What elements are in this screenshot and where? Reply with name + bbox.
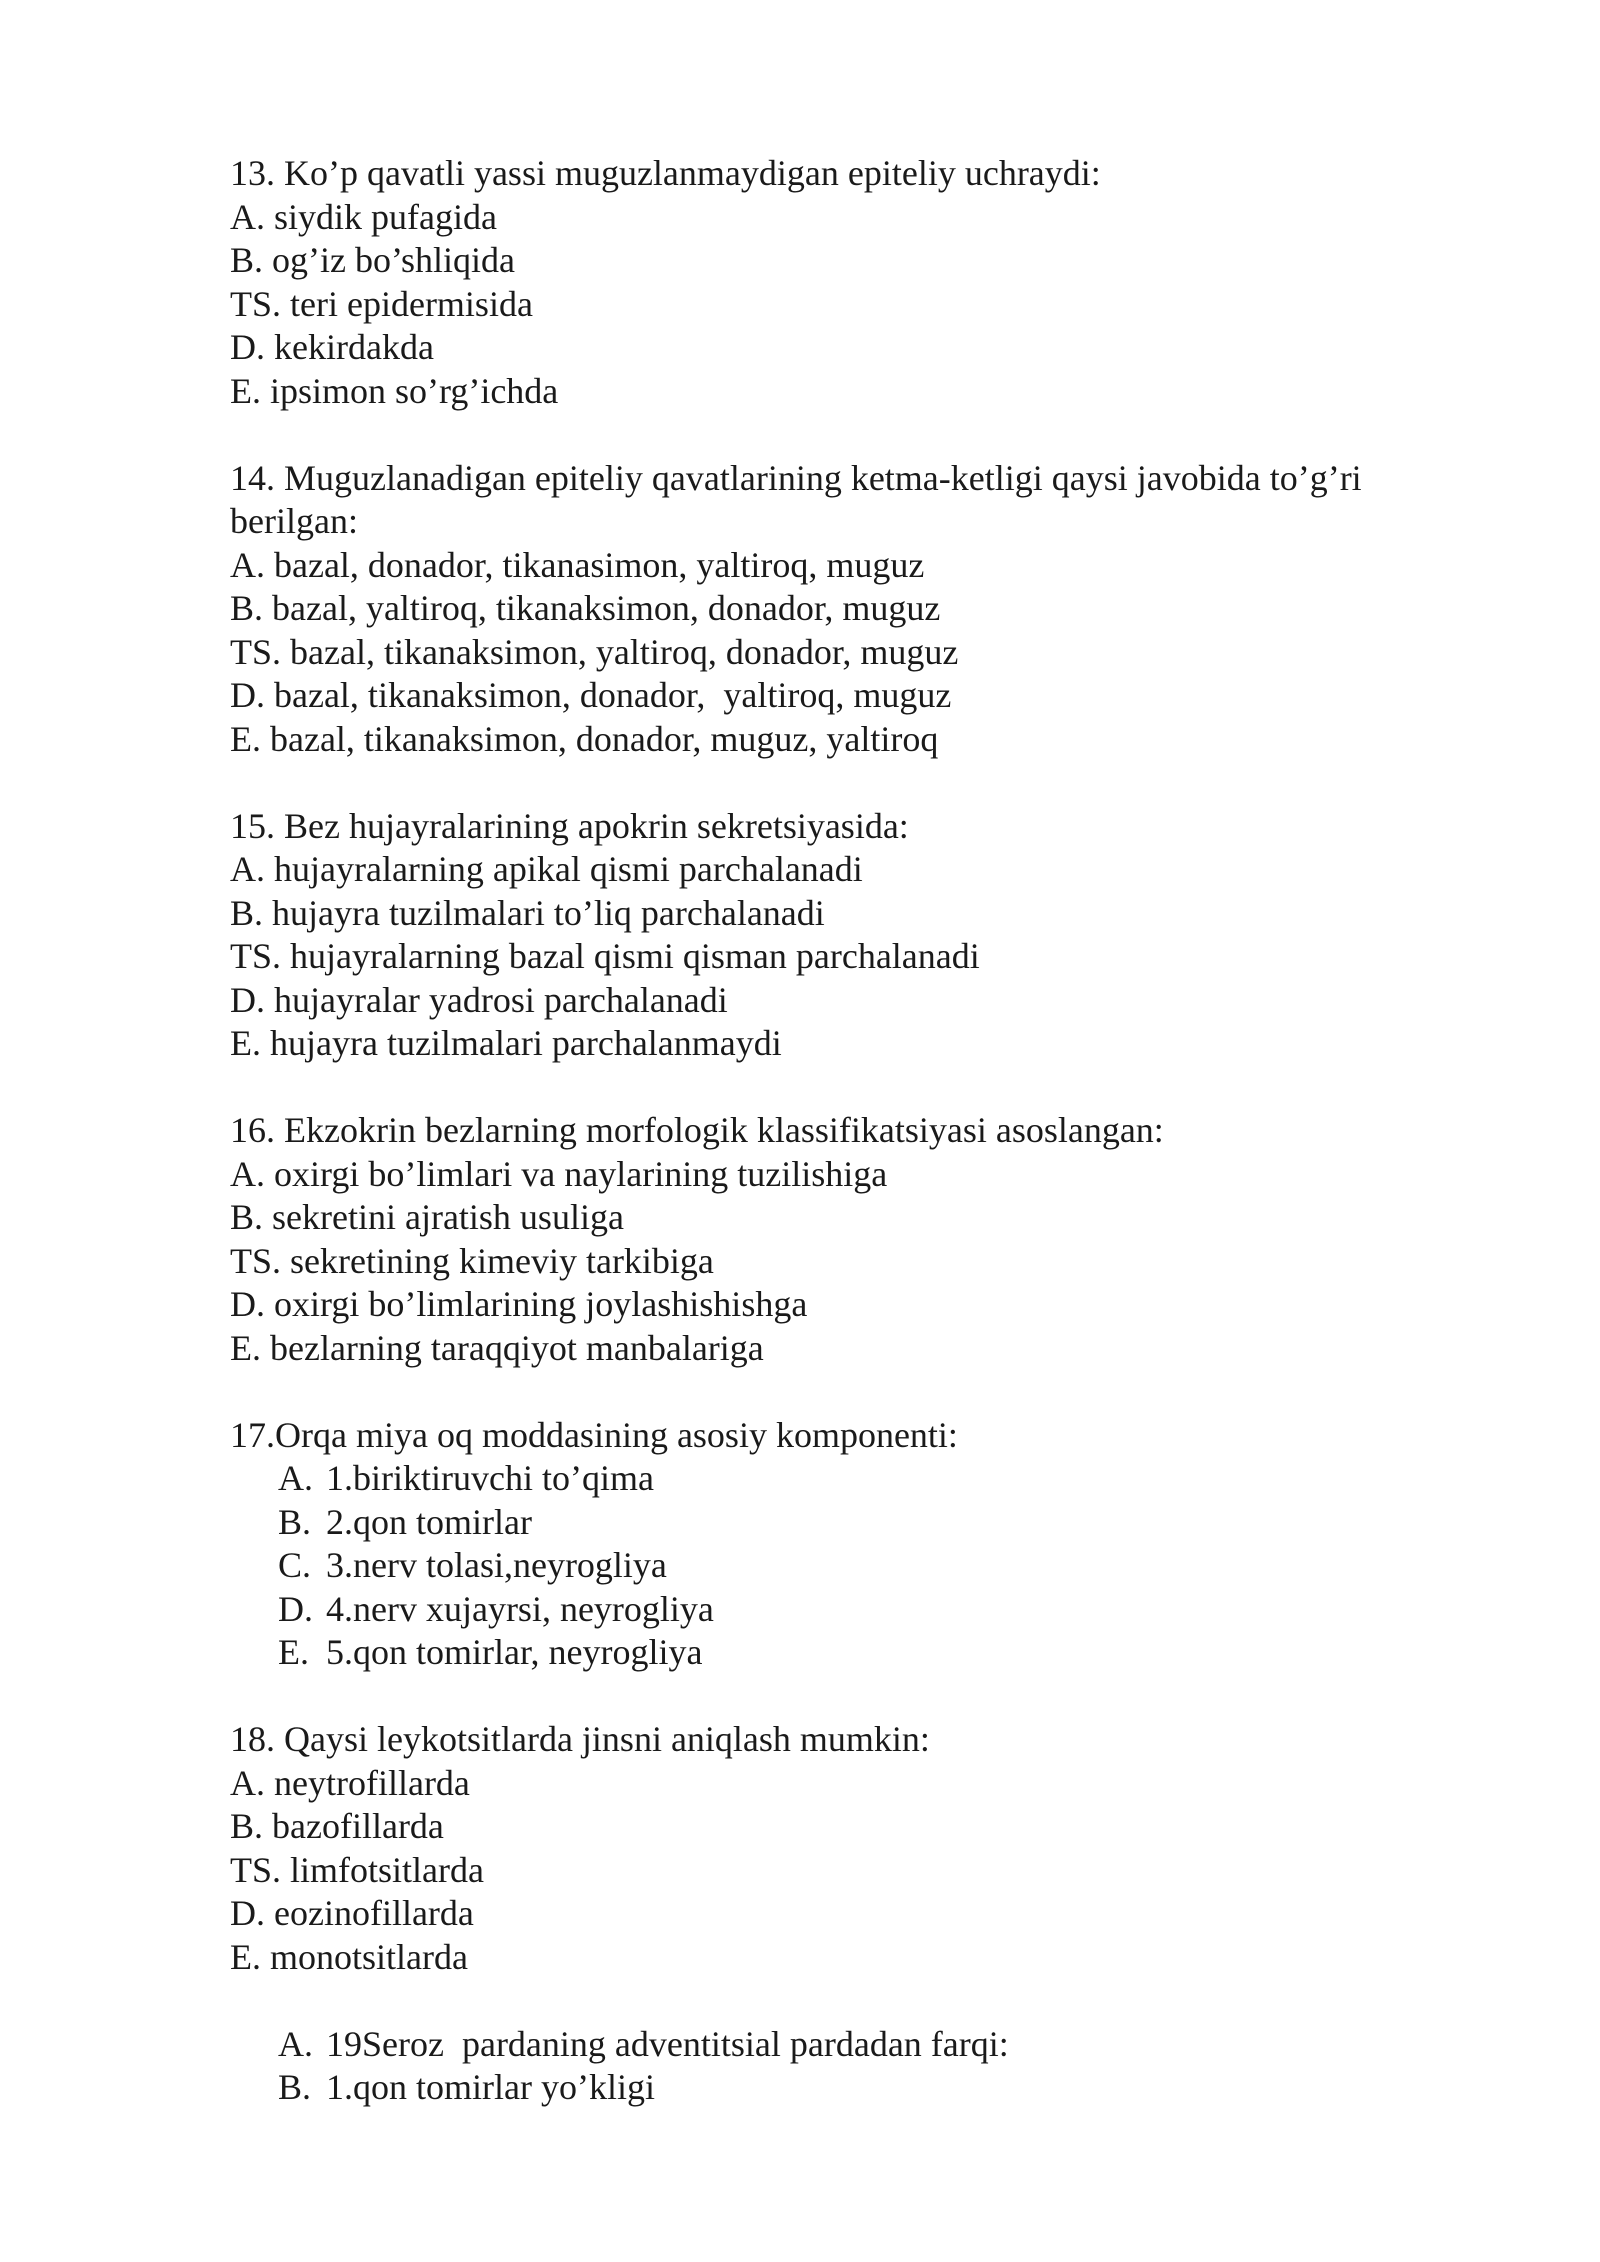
option-b: B. bazal, yaltiroq, tikanaksimon, donador, muguz <box>230 588 941 628</box>
option-a: A. oxirgi bo’limlari va naylarining tuzilishiga <box>230 1153 888 1194</box>
list-letter: B. <box>278 2067 312 2107</box>
question-text: 16. Ekzokrin bezlarning morfologik klassifikatsiyasi asoslangan: <box>230 1110 1164 1150</box>
list-letter: B. <box>278 1501 312 1542</box>
question-text: 15. Bez hujayralarining apokrin sekretsiyasida: <box>230 805 909 846</box>
option-b: B. og’iz bo’shliqida <box>230 240 515 280</box>
question-text: 17.Orqa miya oq moddasining asosiy komponenti: <box>230 1414 958 1455</box>
option-b: B. sekretini ajratish usuliga <box>230 1197 624 1237</box>
option-e: E. ipsimon so’rg’ichda <box>230 370 559 411</box>
list-text: 19Seroz pardaning adventitsial pardadan farqi: <box>326 2023 1009 2064</box>
list-item <box>278 1544 1470 1588</box>
question-13 <box>230 152 1470 413</box>
option-ts: TS. sekretining kimeviy tarkibiga <box>230 1240 714 1281</box>
option-ts: TS. teri epidermisida <box>230 283 533 324</box>
option-e: E. hujayra tuzilmalari parchalanmaydi <box>230 1023 782 1063</box>
list-item <box>278 1457 1470 1501</box>
option-a: A. hujayralarning apikal qismi parchalanadi <box>230 849 863 889</box>
question-text: 18. Qaysi leykotsitlarda jinsni aniqlash mumkin: <box>230 1719 930 1759</box>
document-content <box>230 152 1470 2110</box>
question-text: 14. Muguzlanadigan epiteliy qavatlarining ketma-ketligi qaysi javobida to’g’ri berilgan: <box>230 457 1371 541</box>
list-text: 5.qon tomirlar, neyrogliya <box>326 1632 703 1672</box>
list-text: 3.nerv tolasi,neyrogliya <box>326 1545 667 1585</box>
list-letter: D. <box>278 1588 313 1629</box>
option-d: D. kekirdakda <box>230 327 434 367</box>
option-ts: TS. hujayralarning bazal qismi qisman parchalanadi <box>230 936 980 976</box>
option-d: D. oxirgi bo’limlarining joylashishishga <box>230 1284 808 1324</box>
question-15 <box>230 805 1470 1066</box>
list-letter: A. <box>278 1458 313 1498</box>
list-letter: E. <box>278 1632 309 1672</box>
option-b: B. hujayra tuzilmalari to’liq parchalanadi <box>230 892 825 933</box>
list-text: 1.qon tomirlar yo’kligi <box>326 2067 655 2107</box>
list-text: 4.nerv xujayrsi, neyrogliya <box>326 1588 714 1629</box>
option-d: D. hujayralar yadrosi parchalanadi <box>230 979 728 1020</box>
option-ts: TS. limfotsitlarda <box>230 1849 484 1890</box>
question-18 <box>230 1718 1470 1979</box>
list-letter: C. <box>278 1545 312 1585</box>
option-a: A. bazal, donador, tikanasimon, yaltiroq, muguz <box>230 544 925 585</box>
option-e: E. monotsitlarda <box>230 1936 468 1977</box>
option-d: D. bazal, tikanaksimon, donador, yaltiroq, muguz <box>230 675 952 715</box>
list-text: 2.qon tomirlar <box>326 1501 532 1542</box>
option-d: D. eozinofillarda <box>230 1893 474 1933</box>
question-17 <box>230 1414 1470 1675</box>
list-text: 1.biriktiruvchi to’qima <box>326 1458 654 1498</box>
option-e: E. bazal, tikanaksimon, donador, muguz, yaltiroq <box>230 718 939 759</box>
list-item <box>278 2023 1470 2067</box>
list-item <box>278 2066 1470 2110</box>
question-text: 13. Ko’p qavatli yassi muguzlanmaydigan epiteliy uchraydi: <box>230 153 1101 193</box>
question-14 <box>230 457 1470 762</box>
option-a: A. siydik pufagida <box>230 196 497 237</box>
option-ts: TS. bazal, tikanaksimon, yaltiroq, donador, muguz <box>230 631 959 672</box>
trailing-list <box>230 2023 1470 2110</box>
option-b: B. bazofillarda <box>230 1806 444 1846</box>
option-list <box>230 1457 1470 1675</box>
list-letter: A. <box>278 2023 313 2064</box>
option-a: A. neytrofillarda <box>230 1762 470 1803</box>
question-16 <box>230 1109 1470 1370</box>
list-item <box>278 1588 1470 1632</box>
list-item <box>278 1501 1470 1545</box>
list-item <box>278 1631 1470 1675</box>
option-e: E. bezlarning taraqqiyot manbalariga <box>230 1327 764 1368</box>
